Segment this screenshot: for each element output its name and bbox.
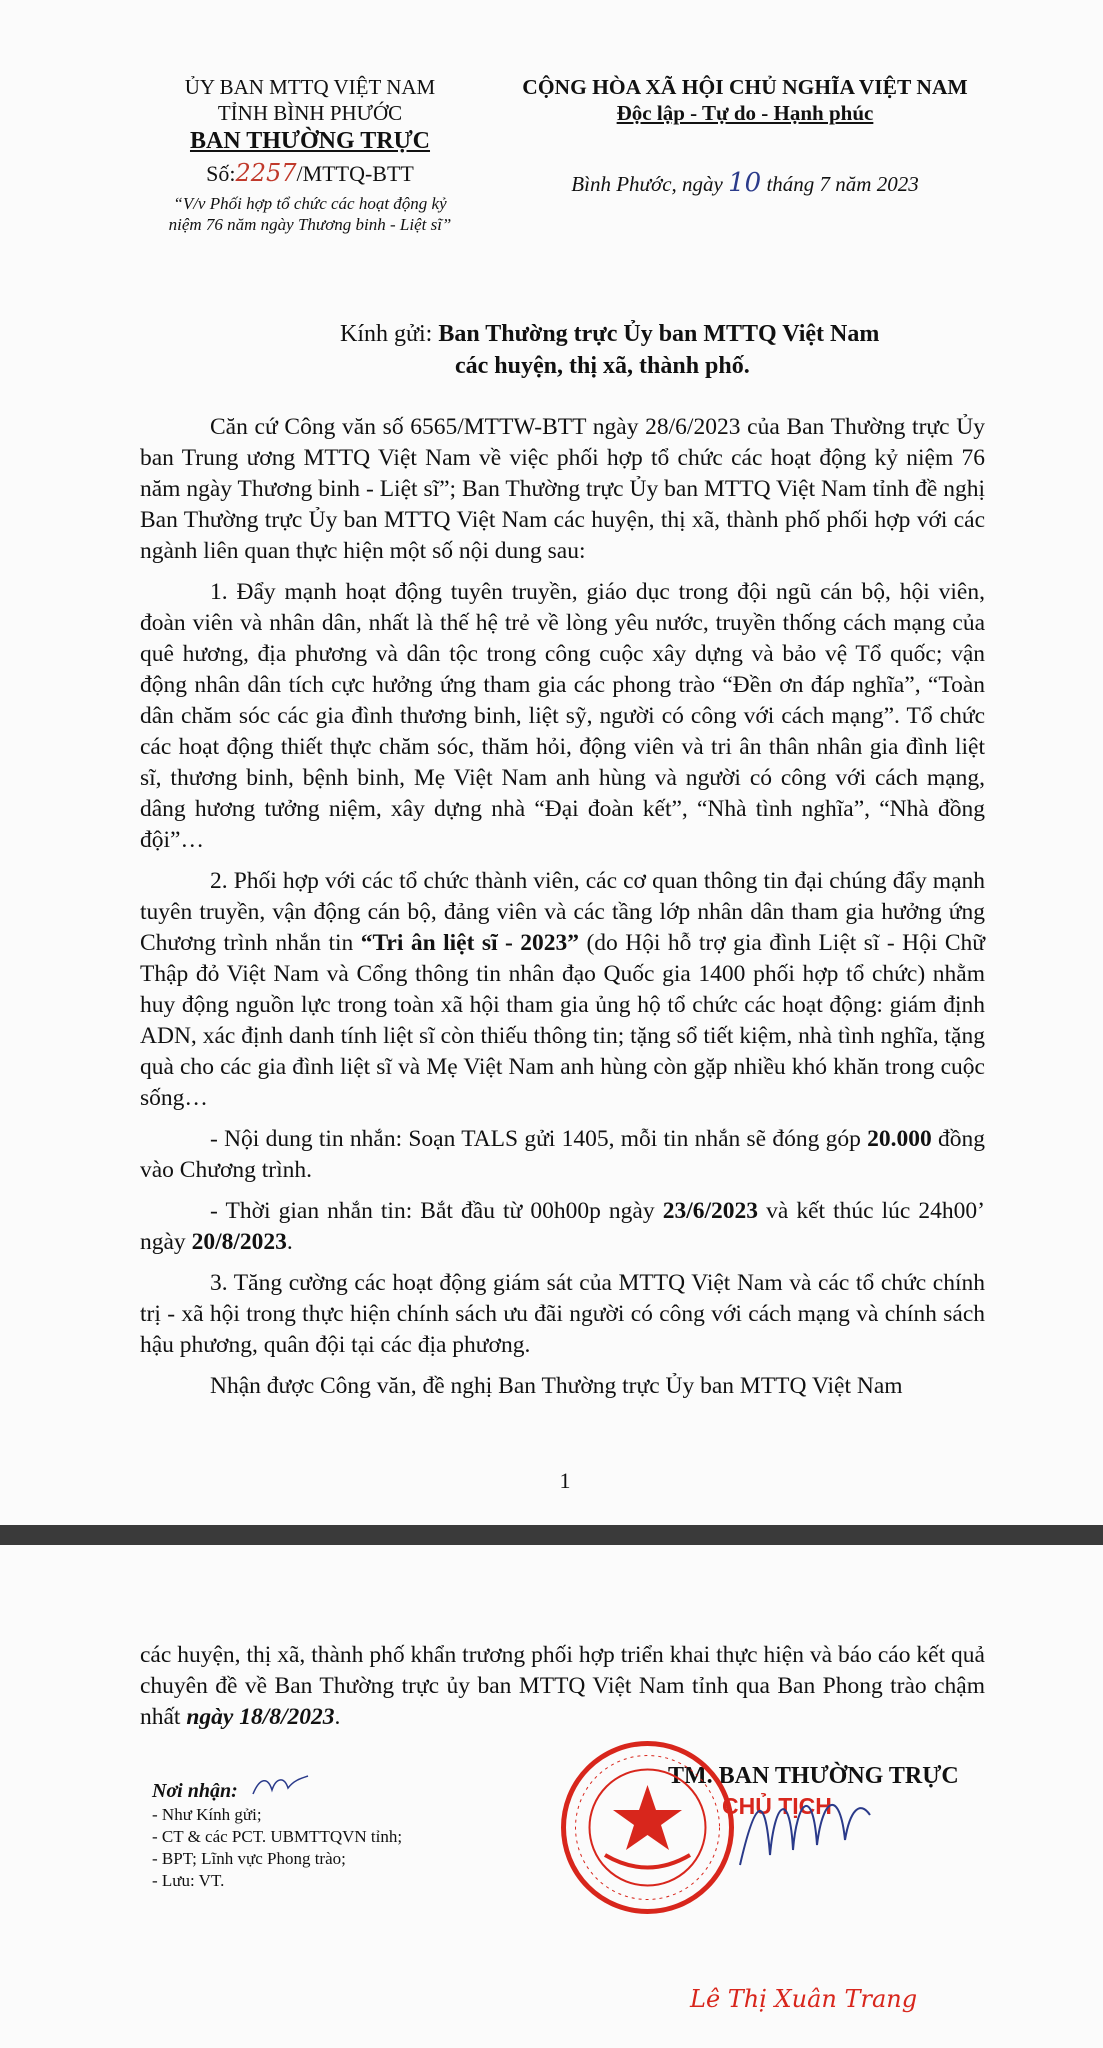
signature-role: CHỦ TỊCH	[722, 1793, 832, 1819]
item-2-text-b: (do Hội hỗ trợ gia đình Liệt sĩ - Hội Chữ Thập đỏ Việt Nam và Cổng thông tin nhân đạo Quốc gia 1400 phối hợp tổ chức) nhằm huy động nguồn lực trong toàn xã hội tham gia ủng hộ tổ chức các hoạt động: giám định ADN, xác định danh tính liệt sĩ còn thiếu thông tin; tặng sổ tiết kiệm, nhà tình nghĩa, tặng quà cho các gia đình liệt sĩ và Mẹ Việt Nam anh hùng còn gặp nhiều khó khăn trong cuộc sống…	[140, 930, 985, 1111]
subject-line-2: niệm 76 năm ngày Thương binh - Liệt sĩ”	[168, 215, 452, 234]
sms-text-a: - Nội dung tin nhắn: Soạn TALS gửi 1405, mỗi tin nhắn sẽ đóng góp	[210, 1126, 868, 1152]
recipient-item: - Như Kính gửi;	[152, 1805, 262, 1824]
recipient-item: - Lưu: VT.	[152, 1871, 225, 1890]
doc-number	[140, 160, 480, 187]
handwritten-initial-icon	[250, 1772, 310, 1800]
official-seal-icon	[560, 1740, 735, 1915]
time-text-a: - Thời gian nhắn tin: Bắt đầu từ 00h00p ngày	[210, 1198, 663, 1224]
handwritten-signature-icon	[735, 1770, 875, 1880]
time-text-b: và kết thúc lúc 24h00’ ngày	[140, 1198, 985, 1255]
nation-header	[485, 74, 1005, 197]
sms-text-b: đồng vào Chương trình.	[140, 1126, 985, 1183]
recipient-line-2: các huyện, thị xã, thành phố.	[455, 353, 750, 379]
signer-name: Lê Thị Xuân Trang	[690, 1985, 918, 2013]
closing-block	[140, 1640, 985, 1733]
org-header	[140, 74, 480, 235]
nation-line-1: CỘNG HÒA XÃ HỘI CHỦ NGHĨA VIỆT NAM	[522, 75, 968, 99]
sms-time-paragraph	[140, 1196, 985, 1258]
document-page-2	[0, 1545, 1103, 2048]
page-number: 1	[559, 1468, 571, 1493]
time-start-date: 23/6/2023	[662, 1198, 758, 1224]
recipient-label: Kính gửi:	[340, 321, 433, 347]
item-2-text-a: 2. Phối hợp với các tổ chức thành viên, các cơ quan thông tin đại chúng đẩy mạnh tuyên truyền, vận động cán bộ, đảng viên và các tầng lớp nhân dân tham gia hưởng ứng Chương trình nhắn tin	[140, 868, 985, 956]
doc-number-prefix: Số:	[206, 161, 236, 186]
subject-line	[140, 193, 480, 235]
org-line-3: BAN THƯỜNG TRỰC	[189, 128, 431, 154]
doc-number-suffix: /MTTQ-BTT	[296, 161, 414, 186]
org-line-2: TỈNH BÌNH PHƯỚC	[217, 101, 403, 125]
recipient-block	[340, 318, 879, 382]
recipient-line-1: Ban Thường trực Ủy ban MTTQ Việt Nam	[438, 321, 880, 347]
recipient-item: - BPT; Lĩnh vực Phong trào;	[152, 1849, 346, 1868]
doc-number-handwritten: 2257	[235, 159, 297, 187]
org-line-1: ỦY BAN MTTQ VIỆT NAM	[184, 75, 436, 99]
recipients-label: Nơi nhận:	[152, 1780, 238, 1802]
date-day-handwritten: 10	[728, 168, 762, 198]
closing-deadline: ngày 18/8/2023	[186, 1704, 335, 1730]
item-1-paragraph: 1. Đẩy mạnh hoạt động tuyên truyền, giáo dục trong đội ngũ cán bộ, hội viên, đoàn viên và nhân dân, nhất là thế hệ trẻ về lòng yêu nước, truyền thống cách mạng của quê hương, địa phương và dân tộc trong công cuộc xây dựng và bảo vệ Tổ quốc; vận động nhân dân tích cực hưởng ứng tham gia các phong trào “Đền ơn đáp nghĩa”, “Toàn dân chăm sóc các gia đình thương binh, liệt sỹ, người có công với cách mạng”. Tổ chức các hoạt động thiết thực chăm sóc, thăm hỏi, động viên và tri ân thân nhân gia đình liệt sĩ, thương binh, bệnh binh, Mẹ Việt Nam anh hùng và người có công với cách mạng, dâng hương tưởng niệm, xây dựng nhà “Đại đoàn kết”, “Nhà tình nghĩa”, “Nhà đồng đội”…	[140, 579, 985, 853]
date-line	[485, 170, 1005, 197]
closing-paragraph-part-1: Nhận được Công văn, đề nghị Ban Thường trực Ủy ban MTTQ Việt Nam	[210, 1373, 903, 1399]
sms-content-paragraph	[140, 1124, 985, 1186]
signature-title: TM. BAN THƯỜNG TRỰC	[668, 1763, 959, 1789]
document-body	[140, 412, 985, 1402]
intro-paragraph: Căn cứ Công văn số 6565/MTTW-BTT ngày 28/6/2023 của Ban Thường trực Ủy ban Trung ương MTTQ Việt Nam về việc phối hợp tổ chức các hoạt động kỷ niệm 76 năm ngày Thương binh - Liệt sĩ”; Ban Thường trực Ủy ban MTTQ Việt Nam tỉnh đề nghị Ban Thường trực Ủy ban MTTQ Việt Nam các huyện, thị xã, thành phố phối hợp với các ngành liên quan thực hiện một số nội dung sau:	[140, 414, 985, 564]
date-prefix: Bình Phước, ngày	[571, 172, 723, 196]
date-suffix: tháng 7 năm 2023	[766, 172, 919, 196]
item-2-campaign-name: “Tri ân liệt sĩ - 2023”	[360, 930, 579, 956]
sms-amount: 20.000	[867, 1126, 932, 1152]
recipient-item: - CT & các PCT. UBMTTQVN tỉnh;	[152, 1827, 403, 1846]
closing-paragraph-part-2	[140, 1640, 985, 1733]
item-3-paragraph: 3. Tăng cường các hoạt động giám sát của MTTQ Việt Nam và các tổ chức chính trị - xã hội trong thực hiện chính sách ưu đãi người có công với cách mạng và chính sách hậu phương, quân đội tại các địa phương.	[140, 1270, 985, 1358]
time-text-c: .	[286, 1229, 293, 1255]
nation-line-2: Độc lập - Tự do - Hạnh phúc	[616, 101, 874, 125]
item-2-paragraph	[140, 866, 985, 1114]
subject-line-1: “V/v Phối hợp tổ chức các hoạt động kỷ	[173, 194, 447, 213]
closing-text-a: các huyện, thị xã, thành phố khẩn trương phối hợp triển khai thực hiện và báo cáo kết quả chuyên đề về Ban Thường trực ủy ban MTTQ Việt Nam tỉnh qua Ban Phong trào chậm nhất	[140, 1642, 985, 1730]
closing-text-b: .	[334, 1704, 341, 1730]
time-end-date: 20/8/2023	[191, 1229, 287, 1255]
